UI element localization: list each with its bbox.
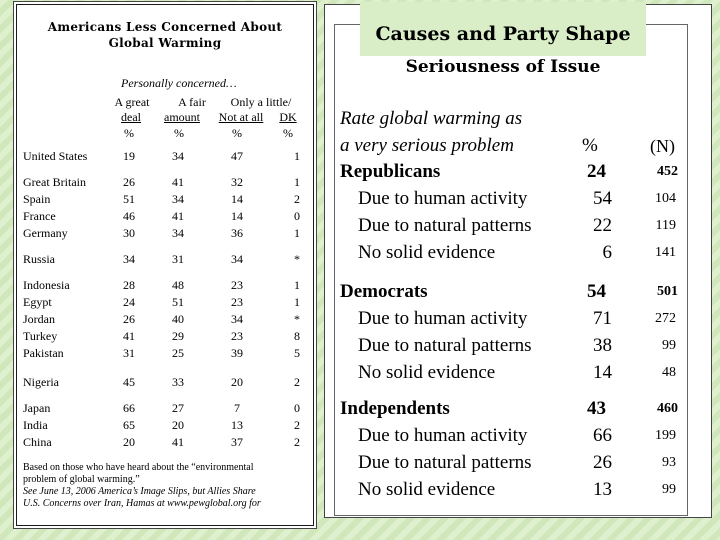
- cause-pct: 22: [593, 215, 612, 236]
- cause-pct: 14: [593, 362, 612, 383]
- n-header: (N): [650, 136, 675, 156]
- party-pct: 43: [587, 398, 606, 419]
- country-name: Egypt: [23, 295, 52, 309]
- left-footnote: [23, 462, 309, 510]
- footnote-line1: Based on those who have heard about the “environmental: [23, 462, 254, 473]
- footnote-line2: problem of global warming.”: [23, 474, 140, 485]
- cell-value: 37: [231, 435, 243, 449]
- cell-value: 41: [123, 329, 135, 343]
- right-title-line1: Causes and Party Shape: [375, 23, 631, 45]
- col-deal: deal: [121, 110, 141, 124]
- country-name: China: [23, 435, 52, 449]
- cell-value: 8: [294, 329, 300, 343]
- cell-value: 41: [172, 435, 184, 449]
- cell-value: 32: [231, 175, 243, 189]
- question-line2: a very serious problem: [340, 135, 514, 156]
- cell-value: 51: [172, 295, 184, 309]
- cause-label: Due to human activity: [358, 188, 528, 209]
- cause-n: 99: [662, 338, 676, 353]
- cell-value: 1: [294, 278, 300, 292]
- party-n: 501: [657, 284, 678, 299]
- cell-value: 33: [172, 375, 184, 389]
- party-pct: 54: [587, 281, 606, 302]
- cause-pct: 66: [593, 425, 612, 446]
- cell-value: 2: [294, 375, 300, 389]
- cause-label: Due to human activity: [358, 308, 528, 329]
- cause-n: 119: [655, 218, 676, 233]
- col-top-only-little: Only a little/: [230, 95, 292, 109]
- left-title-line1: Americans Less Concerned About: [47, 20, 283, 34]
- col-top-great-deal: A great: [114, 95, 150, 109]
- cell-value: 0: [294, 401, 300, 415]
- pct-mark: %: [283, 126, 293, 140]
- pct-mark: %: [232, 126, 242, 140]
- cause-pct: 38: [593, 335, 612, 356]
- party-name: Democrats: [340, 281, 428, 302]
- cell-value: 26: [123, 312, 135, 326]
- cause-pct: 54: [593, 188, 612, 209]
- cell-value: 20: [172, 418, 184, 432]
- country-name: Indonesia: [23, 278, 70, 292]
- country-name: Jordan: [23, 312, 55, 326]
- left-panel-title: [17, 19, 313, 51]
- cell-value: 34: [172, 226, 184, 240]
- country-name: Turkey: [23, 329, 58, 343]
- cell-value: 0: [294, 209, 300, 223]
- country-name: France: [23, 209, 56, 223]
- cause-label: Due to natural patterns: [358, 335, 532, 356]
- pct-header: %: [582, 135, 598, 156]
- cell-value: 30: [123, 226, 135, 240]
- country-name: Japan: [23, 401, 51, 415]
- cell-value: 2: [294, 435, 300, 449]
- cell-value: *: [294, 252, 300, 266]
- cell-value: 23: [231, 278, 243, 292]
- country-name: Pakistan: [23, 346, 64, 360]
- cell-value: 23: [231, 329, 243, 343]
- pct-mark: %: [174, 126, 184, 140]
- cell-value: 34: [231, 252, 243, 266]
- footnote-line4: U.S. Concerns over Iran, Hamas at www.pewglobal.org for: [23, 498, 261, 509]
- cell-value: 41: [172, 175, 184, 189]
- col-amount: amount: [164, 110, 200, 124]
- footnote-line3: See June 13, 2006 America’s Image Slips, but Allies Share: [23, 486, 256, 497]
- cause-pct: 26: [593, 452, 612, 473]
- country-name: Germany: [23, 226, 68, 240]
- cause-n: 93: [662, 455, 676, 470]
- cell-value: 47: [231, 149, 243, 163]
- cell-value: 27: [172, 401, 184, 415]
- cell-value: 14: [231, 192, 243, 206]
- cell-value: 34: [172, 149, 184, 163]
- cell-value: 65: [123, 418, 135, 432]
- party-pct: 24: [587, 161, 606, 182]
- col-top-fair-amount: A fair: [178, 95, 206, 109]
- cause-n: 272: [655, 311, 676, 326]
- cell-value: 1: [294, 149, 300, 163]
- cause-n: 199: [655, 428, 676, 443]
- left-table-panel: [16, 4, 314, 526]
- country-name: Great Britain: [23, 175, 86, 189]
- cell-value: 20: [123, 435, 135, 449]
- cell-value: 13: [231, 418, 243, 432]
- cell-value: 20: [231, 375, 243, 389]
- cell-value: 46: [123, 209, 135, 223]
- cell-value: 2: [294, 418, 300, 432]
- cell-value: 34: [231, 312, 243, 326]
- cell-value: 5: [294, 346, 300, 360]
- pct-mark: %: [124, 126, 134, 140]
- cell-value: 66: [123, 401, 135, 415]
- cell-value: 34: [123, 252, 135, 266]
- party-n: 452: [657, 164, 678, 179]
- party-name: Independents: [340, 398, 450, 419]
- cause-label: No solid evidence: [358, 242, 496, 263]
- cause-n: 99: [662, 482, 676, 497]
- party-name: Republicans: [340, 161, 441, 182]
- col-not-at-all: Not at all: [218, 110, 264, 124]
- country-name: India: [23, 418, 48, 432]
- cell-value: 1: [294, 175, 300, 189]
- cause-pct: 6: [602, 242, 612, 263]
- right-title-line2: Seriousness of Issue: [405, 57, 601, 77]
- cell-value: 14: [231, 209, 243, 223]
- col-dk: DK: [279, 110, 297, 124]
- cell-value: 26: [123, 175, 135, 189]
- country-name: Spain: [23, 192, 51, 206]
- country-name: Nigeria: [23, 375, 59, 389]
- cell-value: 19: [123, 149, 135, 163]
- cell-value: 23: [231, 295, 243, 309]
- cause-pct: 71: [593, 308, 612, 329]
- cause-n: 141: [655, 245, 676, 260]
- cell-value: 39: [231, 346, 243, 360]
- cell-value: 25: [172, 346, 184, 360]
- cell-value: 40: [172, 312, 184, 326]
- question-line1: Rate global warming as: [340, 108, 523, 129]
- country-name: United States: [23, 149, 88, 163]
- cause-label: Due to human activity: [358, 425, 528, 446]
- cell-value: 31: [123, 346, 135, 360]
- cause-label: Due to natural patterns: [358, 452, 532, 473]
- cell-value: 29: [172, 329, 184, 343]
- cause-n: 48: [662, 365, 676, 380]
- cause-n: 104: [655, 191, 676, 206]
- cause-pct: 13: [593, 479, 612, 500]
- cell-value: 24: [123, 295, 135, 309]
- cell-value: 51: [123, 192, 135, 206]
- cell-value: 36: [231, 226, 243, 240]
- cell-value: 48: [172, 278, 184, 292]
- cell-value: 41: [172, 209, 184, 223]
- cell-value: 7: [234, 401, 240, 415]
- cause-label: No solid evidence: [358, 362, 496, 383]
- cell-value: 45: [123, 375, 135, 389]
- cause-label: No solid evidence: [358, 479, 496, 500]
- table-subheader: Personally concerned…: [121, 76, 237, 90]
- cell-value: 1: [294, 295, 300, 309]
- cause-label: Due to natural patterns: [358, 215, 532, 236]
- cell-value: 31: [172, 252, 184, 266]
- cell-value: 1: [294, 226, 300, 240]
- cell-value: 34: [172, 192, 184, 206]
- country-name: Russia: [23, 252, 56, 266]
- cell-value: 28: [123, 278, 135, 292]
- left-title-line2: Global Warming: [108, 36, 222, 50]
- cell-value: *: [294, 312, 300, 326]
- party-n: 460: [657, 401, 678, 416]
- cell-value: 2: [294, 192, 300, 206]
